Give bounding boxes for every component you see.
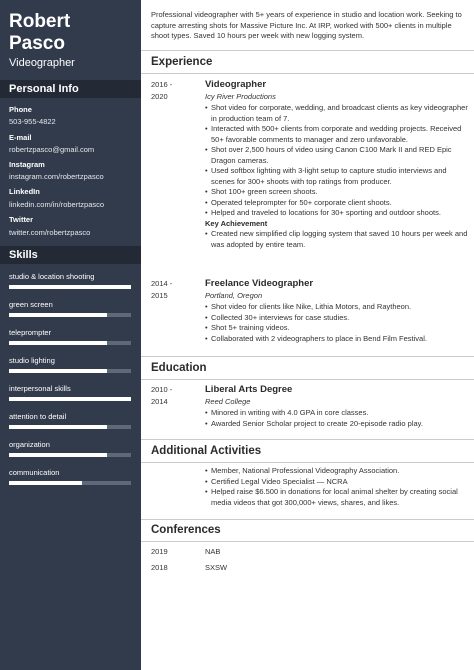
first-name: Robert	[9, 11, 71, 32]
section-divider	[141, 519, 474, 520]
entry-body	[205, 466, 469, 508]
section-divider	[141, 356, 474, 357]
section-divider	[141, 439, 474, 440]
bullet-item: • Shot 100+ green screen shoots.	[205, 187, 469, 198]
skill-name: organization	[9, 440, 50, 449]
education-title: Education	[151, 362, 207, 374]
degree-title: Liberal Arts Degree	[205, 384, 293, 395]
skill-level-bar	[9, 397, 131, 401]
personal-info-header: Personal Info	[0, 80, 141, 98]
skill-level-fill	[9, 369, 107, 373]
bullet-item: • Interacted with 500+ clients from corporate and wedding projects. Received 50+ favorable comments to manager and zero unfavorable.	[205, 124, 469, 145]
bullet-item: • Operated teleprompter for 50+ corporate client shoots.	[205, 198, 469, 209]
bullet-item: • Helped raise $6.500 in donations for local animal shelter by creating social media videos that got 300,000+ views, shares, and likes.	[205, 487, 469, 508]
skill-level-bar	[9, 425, 131, 429]
twitter-link[interactable]: twitter.com/robertzpasco	[9, 228, 91, 237]
twitter-label: Twitter	[9, 215, 34, 224]
skill-name: studio & location shooting	[9, 272, 95, 281]
skill-name: green screen	[9, 300, 53, 309]
skill-level-fill	[9, 341, 107, 345]
conference-name: NAB	[205, 547, 221, 556]
organization: Icy River Productions	[205, 92, 276, 101]
key-achievement-label: Key Achievement	[205, 218, 268, 228]
skill-level-bar	[9, 285, 131, 289]
email-label: E-mail	[9, 133, 32, 142]
bullet-item: • Shot video for clients like Nike, Lithia Motors, and Raytheon.	[205, 302, 469, 313]
job-title: Videographer	[9, 57, 75, 69]
skill-level-fill	[9, 313, 107, 317]
skill-name: interpersonal skills	[9, 384, 71, 393]
entry-body	[205, 278, 469, 344]
experience-title: Experience	[151, 56, 213, 68]
bullet-item: • Used softbox lighting with 3-light setup to capture studio interviews and scenes for 300+ shoots with top ratings from producer.	[205, 166, 469, 187]
instagram-link[interactable]: instagram.com/robertzpasco	[9, 172, 104, 181]
phone-value: 503-955-4822	[9, 117, 56, 126]
conference-year: 2018	[151, 563, 168, 572]
bullet-item: • Awarded Senior Scholar project to create 20-episode radio play.	[205, 419, 469, 430]
bullet-item: • Certified Legal Video Specialist — NCRA	[205, 477, 469, 488]
date-start: 2010 -	[151, 385, 173, 394]
candidate-name	[9, 11, 70, 55]
skill-level-fill	[9, 453, 107, 457]
skill-name: communication	[9, 468, 60, 477]
skill-level-bar	[9, 453, 131, 457]
section-divider	[141, 50, 474, 51]
role-title: Freelance Videographer	[205, 278, 314, 289]
date-end: 2020	[151, 92, 168, 101]
entry-dates	[151, 79, 201, 103]
last-name: Pasco	[9, 33, 65, 54]
bullet-item: • Shot video for corporate, wedding, and broadcast clients as key videographer in production team of 7.	[205, 103, 469, 124]
conference-year: 2019	[151, 547, 168, 556]
bullet-item: • Collaborated with 2 videographers to place in Bend Film Festival.	[205, 334, 469, 345]
skills-header: Skills	[0, 246, 141, 264]
main-content	[141, 0, 474, 670]
school-name: Reed College	[205, 397, 251, 406]
activities-title: Additional Activities	[151, 445, 262, 457]
linkedin-link[interactable]: linkedin.com/in/robertzpasco	[9, 200, 105, 209]
section-divider	[141, 379, 474, 380]
entry-body	[205, 384, 469, 429]
skill-name: teleprompter	[9, 328, 52, 337]
skill-level-fill	[9, 481, 82, 485]
bullet-item: • Created new simplified clip logging system that saved 10 hours per week and was adopted by entire team.	[205, 229, 469, 250]
skill-level-fill	[9, 425, 107, 429]
sidebar	[0, 0, 141, 670]
bullet-list	[205, 103, 469, 219]
skill-level-bar	[9, 341, 131, 345]
bullet-list	[205, 466, 469, 508]
skill-name: attention to detail	[9, 412, 67, 421]
conferences-title: Conferences	[151, 524, 221, 536]
skill-level-bar	[9, 369, 131, 373]
organization: Portland, Oregon	[205, 291, 263, 300]
linkedin-label: LinkedIn	[9, 187, 40, 196]
skill-name: studio lighting	[9, 356, 55, 365]
instagram-label: Instagram	[9, 160, 45, 169]
entry-body	[205, 79, 469, 250]
bullet-list	[205, 229, 469, 250]
bullet-item: • Collected 30+ interviews for case studies.	[205, 313, 469, 324]
bullet-list	[205, 302, 469, 344]
section-divider	[141, 541, 474, 542]
bullet-list	[205, 408, 469, 429]
role-title: Videographer	[205, 79, 267, 90]
skill-level-bar	[9, 481, 131, 485]
date-start: 2014 -	[151, 279, 173, 288]
summary-text: Professional videographer with 5+ years of experience in studio and location work. Seeking to capture arresting shots for Massive Picture Inc. At IRP, worked with 500+ clients in multiple shoot types. Saved 10 hours per week with new logging system.	[151, 10, 462, 40]
skill-level-bar	[9, 313, 131, 317]
email-value[interactable]: robertzpasco@gmail.com	[9, 145, 95, 154]
skill-level-fill	[9, 397, 131, 401]
date-start: 2016 -	[151, 80, 173, 89]
section-divider	[141, 73, 474, 74]
conference-name: SXSW	[205, 563, 228, 572]
bullet-item: • Shot over 2,500 hours of video using Canon C100 Mark II and RED Epic Dragon cameras.	[205, 145, 469, 166]
skill-level-fill	[9, 285, 131, 289]
bullet-item: • Member, National Professional Videography Association.	[205, 466, 469, 477]
bullet-item: • Shot 5+ training videos.	[205, 323, 469, 334]
entry-dates	[151, 278, 201, 302]
section-divider	[141, 462, 474, 463]
phone-label: Phone	[9, 105, 32, 114]
bullet-item: • Helped and traveled to locations for 30+ sporting and outdoor shoots.	[205, 208, 469, 219]
entry-dates	[151, 384, 201, 408]
bullet-item: • Minored in writing with 4.0 GPA in core classes.	[205, 408, 469, 419]
date-end: 2015	[151, 291, 168, 300]
date-end: 2014	[151, 397, 168, 406]
